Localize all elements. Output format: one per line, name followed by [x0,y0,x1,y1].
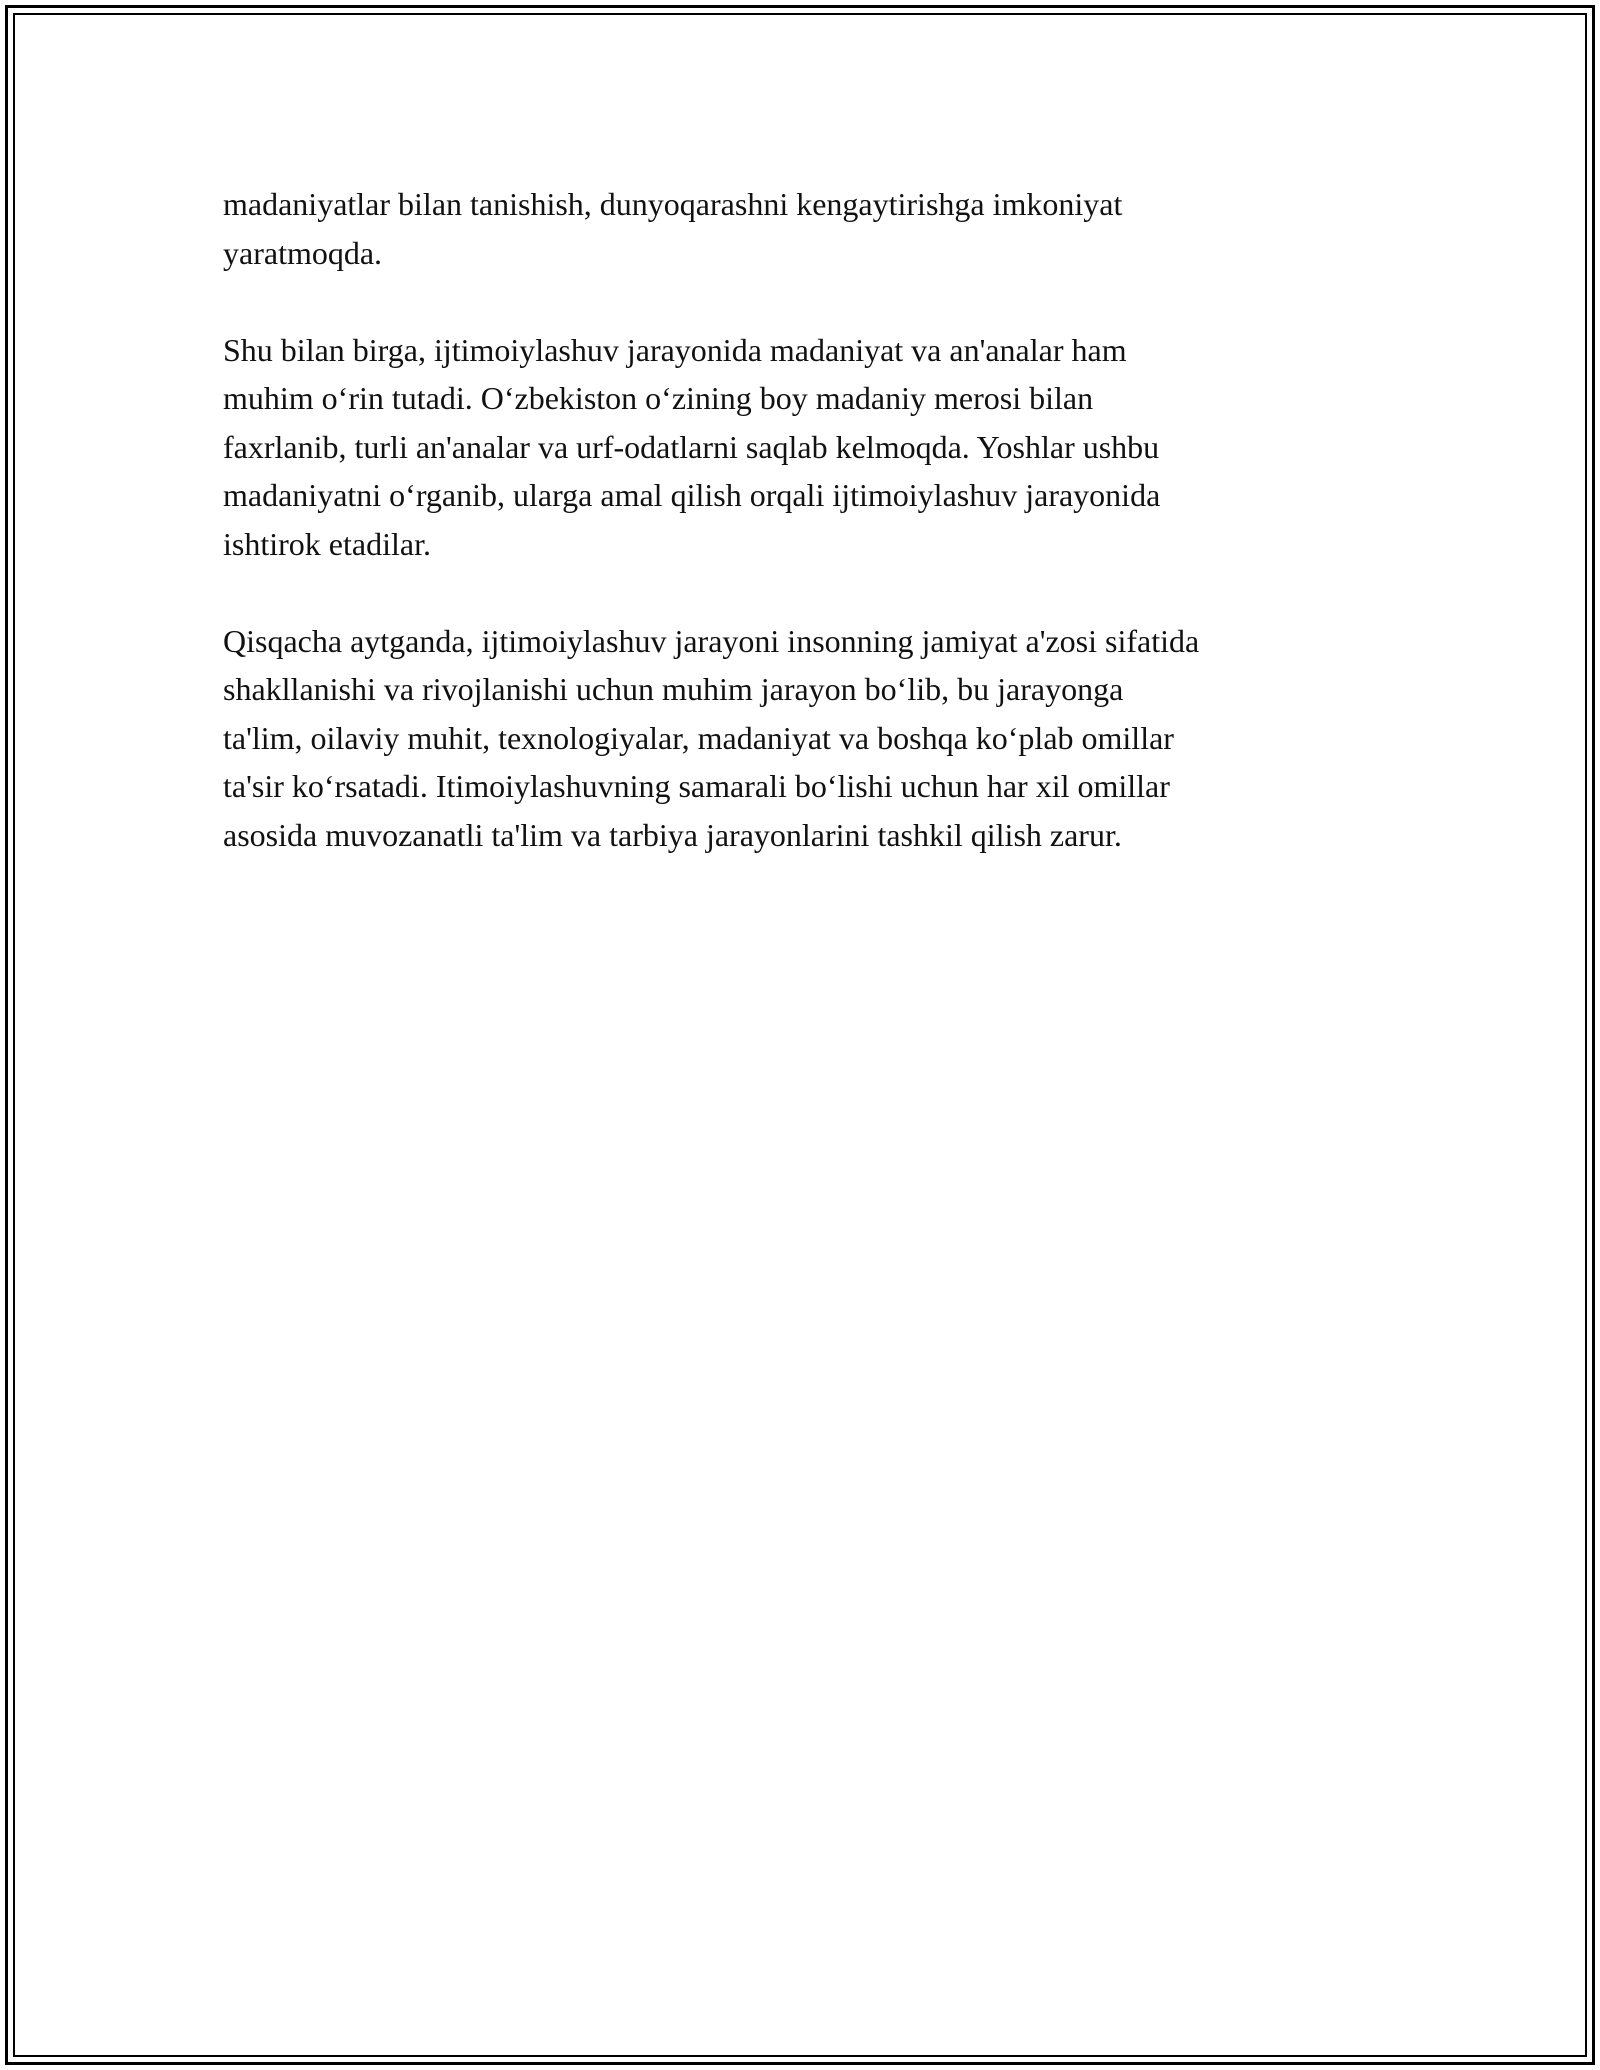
paragraph-line: madaniyatlar bilan tanishish, dunyoqarashni kengaytirishga imkoniyat [223,186,1123,222]
paragraph-line: asosida muvozanatli ta'lim va tarbiya jarayonlarini tashkil qilish zarur. [223,816,1122,853]
paragraph-line: ishtirok etadilar. [223,525,431,562]
document-body [223,180,1383,908]
paragraph-line: muhim oʻrin tutadi. Oʻzbekiston oʻzining boy madaniy merosi bilan [223,380,1094,416]
paragraph-line: ta'lim, oilaviy muhit, texnologiyalar, madaniyat va boshqa koʻplab omillar [223,719,1174,756]
paragraph-line: madaniyatni oʻrganib, ularga amal qilish orqali ijtimoiylashuv jarayonida [223,477,1161,513]
paragraph-3 [223,617,1383,860]
paragraph-line: shakllanishi va rivojlanishi uchun muhim jarayon boʻlib, bu jarayonga [223,671,1124,707]
paragraph-line: Qisqacha aytganda, ijtimoiylashuv jarayoni insonning jamiyat a'zosi sifatida [223,622,1200,659]
paragraph-2 [223,326,1383,569]
paragraph-line: ta'sir koʻrsatadi. Itimoiylashuvning samarali boʻlishi uchun har xil omillar [223,768,1170,804]
paragraph-line: Shu bilan birga, ijtimoiylashuv jarayonida madaniyat va an'analar ham [223,331,1127,368]
paragraph-1 [223,180,1383,277]
paragraph-line: faxrlanib, turli an'analar va urf-odatlarni saqlab kelmoqda. Yoshlar ushbu [223,428,1160,465]
paragraph-line: yaratmoqda. [223,234,383,271]
